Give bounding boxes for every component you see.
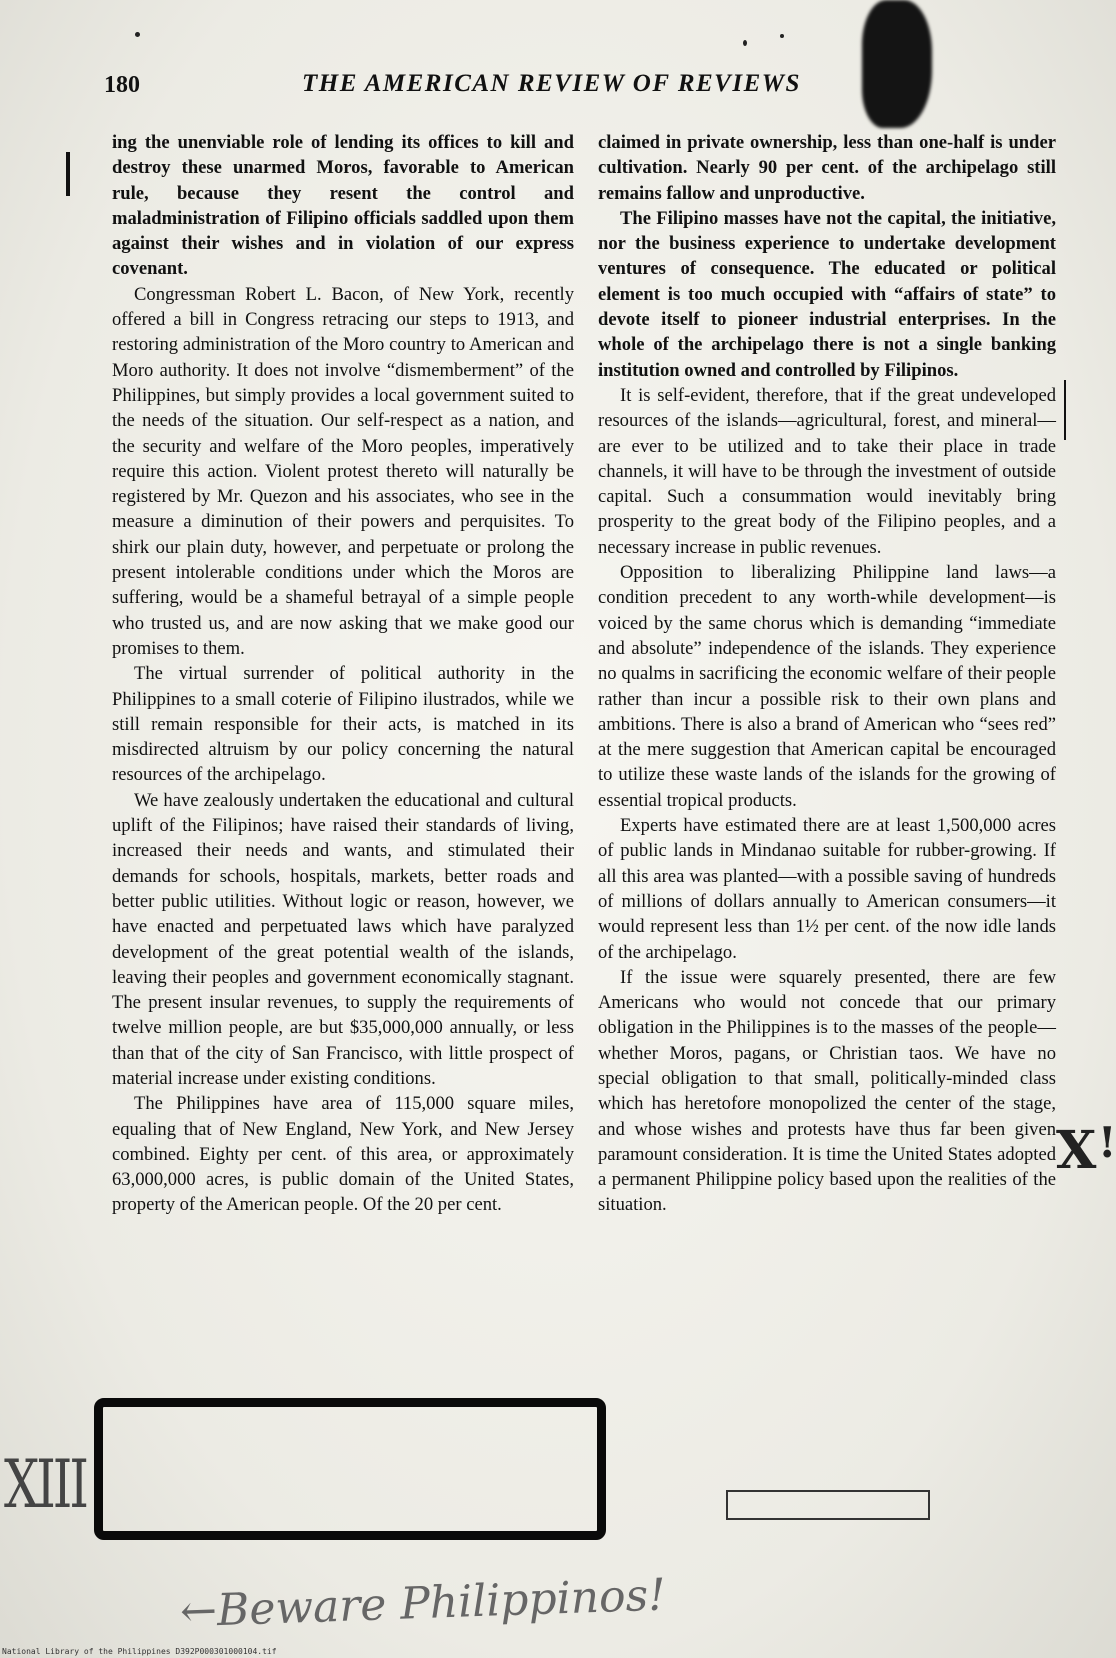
margin-mark-left	[66, 152, 70, 196]
scan-footer: National Library of the Philippines D392P000301000104.tif	[2, 1647, 277, 1656]
paragraph: We have zealously undertaken the educational and cultural uplift of the Filipinos; have raised their standards of living, increased their needs and wants, and stimulated their demands for schools, hospitals, markets, better roads and better public utilities. Without logic or reason, however, we have enacted and perpetuated laws which have paralyzed development of the great potential wealth of the islands, leaving their peoples and government economically stagnant. The present insular revenues, to supply the requirements of twelve million people, are but $35,000,000 annually, or less than that of the city of San Francisco, with little prospect of material increase under existing conditions.	[112, 789, 574, 1089]
ink-blot	[862, 0, 932, 128]
handdrawn-box	[94, 1398, 606, 1540]
paragraph: Congressman Robert L. Bacon, of New York, recently offered a bill in Congress retracing our steps to 1913, and restoring administration of the Moro country to American and Moro authority. It does not involve “dismemberment” of the Philippines, but simply provides a local government suited to the needs of the situation. Our self-respect as a nation, and the security and welfare of the Moro peoples, imperatively require this action. Violent protest thereto will naturally be registered by Mr. Quezon and his associates, who see in the measure a diminution of their powers and perquisites. To shirk our plain duty, however, and perpetuate or prolong the present intolerable conditions under which the Moros are suffering, would be a shameful betrayal of a simple people who trusted us, and are now asking that we make good our promises to them.	[112, 283, 574, 659]
handwritten-note-beware: ←Beware Philippinos!	[179, 1569, 667, 1638]
dust-speck	[135, 32, 140, 37]
paragraph: The virtual surrender of political authority in the Philippines to a small coterie of Filipino ilustrados, while we still remain responsible for their acts, is matched in its misdirected altruism by our policy concerning the natural resources of the archipelago.	[112, 663, 574, 786]
dust-speck	[743, 40, 747, 46]
paragraph: ing the unenviable role of lending its offices to kill and destroy these unarmed Moros, favorable to American rule, because they resent the control and maladministration of Filipino officials saddled upon them against their wishes and in violation of our express covenant.	[112, 132, 574, 280]
margin-mark-right	[1064, 380, 1066, 440]
paragraph: Experts have estimated there are at least 1,500,000 acres of public lands in Mindanao suitable for rubber-growing. If all this area was planted—with a possible saving of hundreds of millions of dollars annually to American consumers—it would represent less than 1½ per cent. of the now idle lands of the archipelago.	[598, 815, 1056, 963]
handwritten-note-x: X	[1056, 1120, 1097, 1181]
page-number: 180	[104, 72, 140, 98]
handdrawn-box-policy	[726, 1490, 930, 1520]
running-title: THE AMERICAN REVIEW OF REVIEWS	[302, 70, 801, 97]
paragraph: If the issue were squarely presented, there are few Americans who would not concede that our primary obligation in the Philippines is to the masses of the people—whether Moros, pagans, or Christian taos. We have no special obligation to that small, politically-minded class which has heretofore monopolized the center of the stage, and whose wishes and protests have thus far been given paramount consideration. It is time the United States adopted a permanent Philippine policy based upon the realities of the situation.	[598, 966, 1056, 1216]
left-column	[112, 130, 574, 1218]
paragraph: claimed in private ownership, less than one-half is under cultivation. Nearly 90 per cent. of the archipelago still remains fallow and unproductive.	[598, 132, 1056, 204]
paragraph: Opposition to liberalizing Philippine land laws—a condition precedent to any worth-while development—is voiced by the same chorus which is demanding “immediate and absolute” independence of the islands. They experience no qualms in sacrificing the economic welfare of their people rather than incur a possible risk to their own plans and ambitions. There is also a brand of American who “sees red” at the mere suggestion that American capital be encouraged to utilize these waste lands of the islands for the growing of essential tropical products.	[598, 562, 1056, 811]
handwritten-note-exclamation: !	[1098, 1118, 1116, 1167]
right-column	[598, 130, 1056, 1218]
dust-speck	[780, 34, 784, 38]
handwritten-note-xiii: XIII	[4, 1446, 86, 1523]
page-header	[104, 64, 864, 104]
paragraph: It is self-evident, therefore, that if the great undeveloped resources of the islands—agricultural, forest, and mineral—are ever to be utilized and to take their place in trade channels, it will have to be through the investment of outside capital. Such a consummation would inevitably bring prosperity to the great body of the Filipino peoples, and a necessary increase in public revenues.	[598, 384, 1056, 558]
paragraph: The Filipino masses have not the capital, the initiative, nor the business experience to undertake development ventures of consequence. The educated or political element is too much occupied with “affairs of state” to devote itself to pioneer industrial enterprises. In the whole of the archipelago there is not a single banking institution owned and controlled by Filipinos.	[598, 207, 1056, 381]
paragraph: The Philippines have area of 115,000 square miles, equaling that of New England, New York, and New Jersey combined. Eighty per cent. of this area, or approximately 63,000,000 acres, is public domain of the United States, property of the American people. Of the 20 per cent.	[112, 1093, 574, 1216]
